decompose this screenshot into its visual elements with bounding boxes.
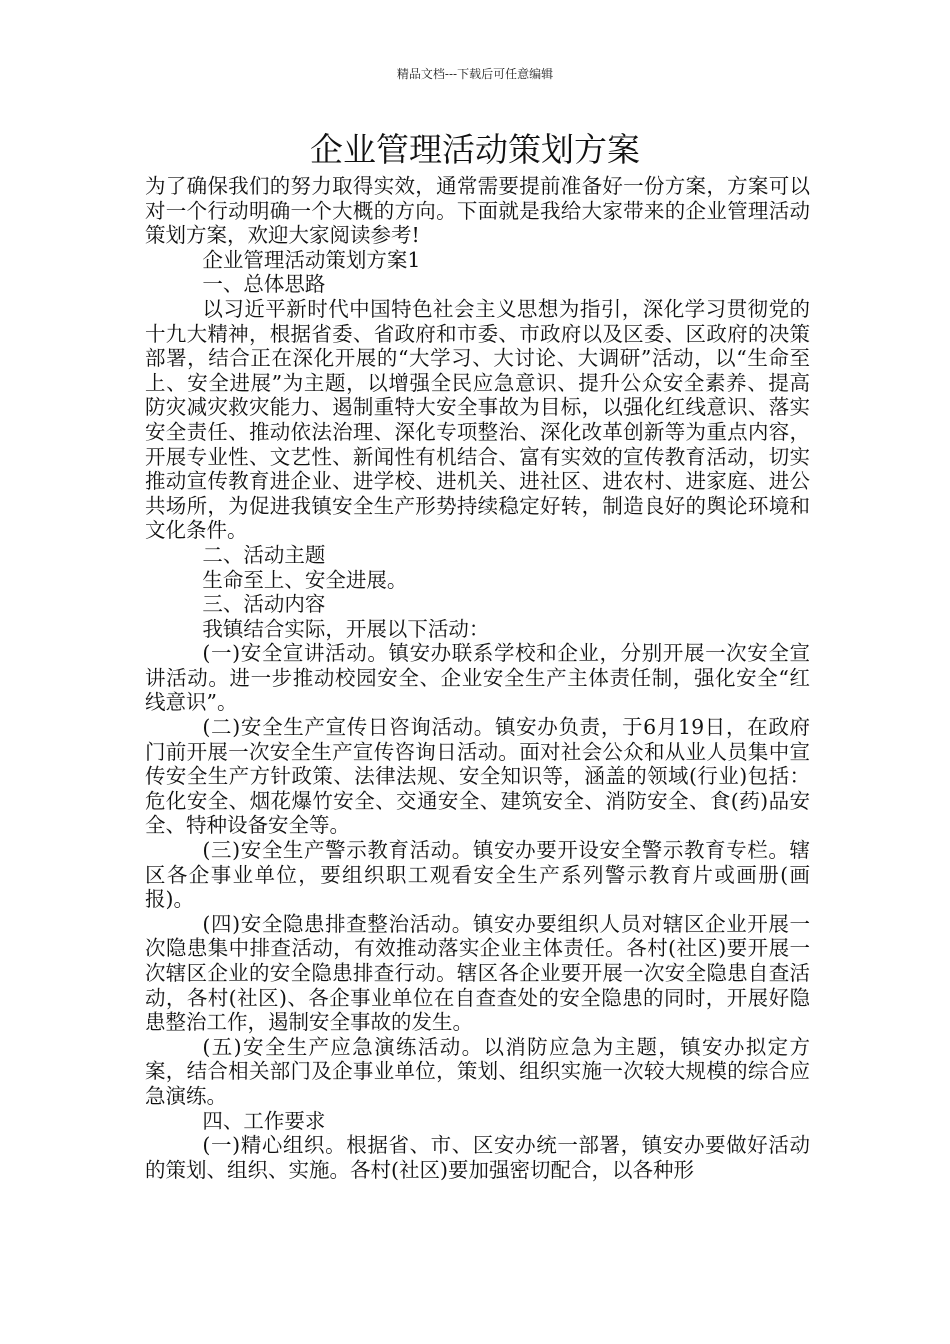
paragraph: 以习近平新时代中国特色社会主义思想为指引，深化学习贯彻党的十九大精神，根据省委、省政府和市委、市政府以及区委、区政府的决策部署，结合正在深化开展的“大学习、大讨论、大调研”活动，以“生命至上、安全进展”为主题，以增强全民应急意识、提升公众安全素养、提高防灾减灾救灾能力、遏制重特大安全事故为目标，以强化红线意识、落实安全责任、推动依法治理、深化专项整治、深化改革创新等为重点内容，开展专业性、文艺性、新闻性有机结合、富有实效的宣传教育活动，切实推动宣传教育进企业、进学校、进机关、进社区、进农村、进家庭、进公共场所，为促进我镇安全生产形势持续稳定好转，制造良好的舆论环境和文化条件。 [145,296,810,543]
paragraph: (二)安全生产宣传日咨询活动。镇安办负责，于6月19日，在政府门前开展一次安全生产宣传咨询日活动。面对社会公众和从业人员集中宣传安全生产方针政策、法律法规、安全知识等，涵盖的领域(行业)包括：危化安全、烟花爆竹安全、交通安全、建筑安全、消防安全、食(药)品安全、特种设备安全等。 [145,715,810,838]
document-title: 企业管理活动策划方案 [310,130,640,169]
document-body [145,174,810,1182]
paragraph: (一)精心组织。根据省、市、区安办统一部署，镇安办要做好活动的策划、组织、实施。各村(社区)要加强密切配合，以各种形 [145,1133,810,1182]
paragraph: 我镇结合实际，开展以下活动： [202,616,490,641]
paragraph: (三)安全生产警示教育活动。镇安办要开设安全警示教育专栏。辖区各企事业单位，要组织职工观看安全生产系列警示教育片或画册(画报)。 [145,838,810,912]
section-heading: 一、总体思路 [202,272,326,297]
paragraph: (四)安全隐患排查整治活动。镇安办要组织人员对辖区企业开展一次隐患集中排查活动，有效推动落实企业主体责任。各村(社区)要开展一次辖区企业的安全隐患排查行动。辖区各企业要开展一次安全隐患自查活动，各村(社区)、各企事业单位在自查查处的安全隐患的同时，开展好隐患整治工作，遏制安全事故的发生。 [145,911,810,1035]
section-heading: 三、活动内容 [202,592,326,617]
paragraph: 生命至上、安全进展。 [202,567,408,592]
section-heading: 四、工作要求 [202,1108,326,1133]
header-note: 精品文档---下载后可任意编辑 [396,67,554,81]
paragraph: (一)安全宣讲活动。镇安办联系学校和企业，分别开展一次安全宣讲活动。进一步推动校园安全、企业安全生产主体责任制，强化安全“红线意识”。 [145,641,810,715]
section-heading: 企业管理活动策划方案1 [202,247,421,272]
paragraph: (五)安全生产应急演练活动。以消防应急为主题，镇安办拟定方案，结合相关部门及企事业单位，策划、组织实施一次较大规模的综合应急演练。 [145,1034,810,1108]
section-heading: 二、活动主题 [202,542,326,567]
paragraph-intro: 为了确保我们的努力取得实效，通常需要提前准备好一份方案，方案可以对一个行动明确一个大概的方向。下面就是我给大家带来的企业管理活动策划方案，欢迎大家阅读参考! [145,174,810,248]
